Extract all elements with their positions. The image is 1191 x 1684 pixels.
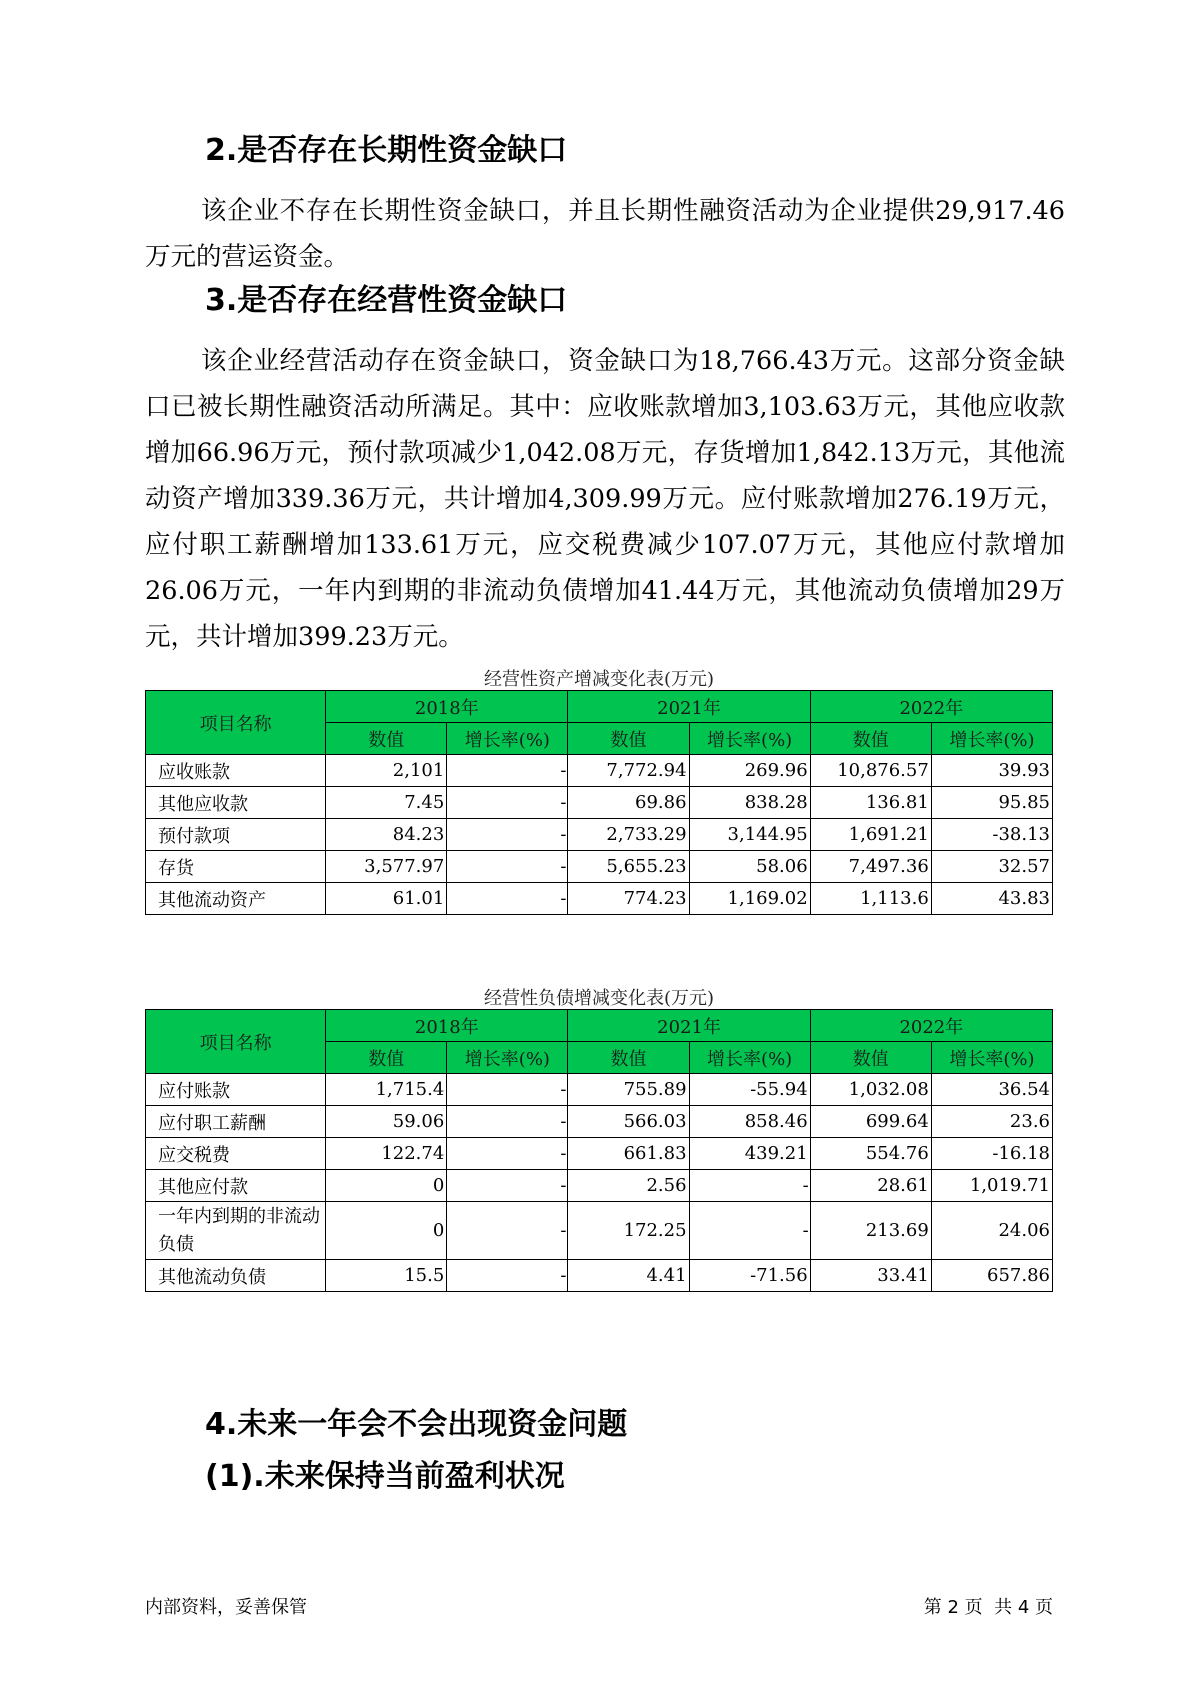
row-label: 其他流动负债 [146, 1260, 326, 1292]
table-cell: 61.01 [326, 883, 447, 915]
table-cell: 2,101 [326, 755, 447, 787]
table-cell: 84.23 [326, 819, 447, 851]
table-cell: 661.83 [568, 1138, 689, 1170]
table-cell: 36.54 [931, 1074, 1052, 1106]
table-cell: 4.41 [568, 1260, 689, 1292]
table-cell: 699.64 [810, 1106, 931, 1138]
column-header-item: 项目名称 [146, 1010, 326, 1074]
column-header-value: 数值 [326, 723, 447, 755]
table-cell: 32.57 [931, 851, 1052, 883]
table-cell: 269.96 [689, 755, 810, 787]
table-cell: - [447, 851, 568, 883]
column-header-growth: 增长率(%) [931, 1042, 1052, 1074]
table-cell: 7,772.94 [568, 755, 689, 787]
table-cell: - [689, 1170, 810, 1202]
table-cell: 0 [326, 1202, 447, 1260]
table-row [146, 1106, 1053, 1138]
section-4-heading: 4.未来一年会不会出现资金问题 [205, 1407, 628, 1442]
table-cell: 136.81 [810, 787, 931, 819]
table-cell: 213.69 [810, 1202, 931, 1260]
table-cell: 58.06 [689, 851, 810, 883]
column-header-year: 2021年 [568, 1010, 810, 1042]
column-header-growth: 增长率(%) [689, 723, 810, 755]
row-label: 存货 [146, 851, 326, 883]
table-cell: 69.86 [568, 787, 689, 819]
table-cell: - [689, 1202, 810, 1260]
table-cell: -55.94 [689, 1074, 810, 1106]
liability-table-title: 经营性负债增减变化表(万元) [483, 988, 715, 1009]
table-cell: 858.46 [689, 1106, 810, 1138]
table-row [146, 1170, 1053, 1202]
row-label: 其他应付款 [146, 1170, 326, 1202]
table-cell: 39.93 [931, 755, 1052, 787]
table-cell: - [447, 1138, 568, 1170]
liability-table [145, 1009, 1053, 1292]
column-header-value: 数值 [568, 723, 689, 755]
column-header-year: 2022年 [810, 1010, 1052, 1042]
table-cell: 439.21 [689, 1138, 810, 1170]
column-header-year: 2021年 [568, 691, 810, 723]
section-3-heading: 3.是否存在经营性资金缺口 [205, 283, 568, 318]
column-header-value: 数值 [568, 1042, 689, 1074]
table-cell: -16.18 [931, 1138, 1052, 1170]
row-label: 应付账款 [146, 1074, 326, 1106]
row-label: 应付职工薪酬 [146, 1106, 326, 1138]
column-header-year: 2018年 [326, 691, 568, 723]
section-3-body: 该企业经营活动存在资金缺口，资金缺口为18,766.43万元。这部分资金缺口已被长期性融资活动所满足。其中：应收账款增加3,103.63万元，其他应收款增加66.96万元，预付款项减少1,042.08万元，存货增加1,842.13万元，其他流动资产增加339.36万元，共计增加4,309.99万元。应付账款增加276.19万元，应付职工薪酬增加133.61万元，应交税费减少107.07万元，其他应付款增加26.06万元，一年内到期的非流动负债增加41.44万元，其他流动负债增加29万元，共计增加399.23万元。 [145, 346, 1065, 652]
table-cell: 755.89 [568, 1074, 689, 1106]
table-cell: 0 [326, 1170, 447, 1202]
table-cell: -38.13 [931, 819, 1052, 851]
table-row [146, 819, 1053, 851]
table-cell: 122.74 [326, 1138, 447, 1170]
footer-confidential-note: 内部资料，妥善保管 [145, 1597, 307, 1618]
table-row [146, 1202, 1053, 1260]
table-row [146, 1138, 1053, 1170]
table-row [146, 1074, 1053, 1106]
column-header-growth: 增长率(%) [447, 1042, 568, 1074]
table-cell: 774.23 [568, 883, 689, 915]
section-4-subheading: (1).未来保持当前盈利状况 [205, 1459, 565, 1494]
table-cell: - [447, 883, 568, 915]
table-cell: 1,032.08 [810, 1074, 931, 1106]
table-cell: 23.6 [931, 1106, 1052, 1138]
table-cell: - [447, 1106, 568, 1138]
row-label: 一年内到期的非流动负债 [146, 1202, 326, 1260]
table-row [146, 883, 1053, 915]
table-cell: 1,169.02 [689, 883, 810, 915]
column-header-item: 项目名称 [146, 691, 326, 755]
table-cell: 33.41 [810, 1260, 931, 1292]
table-cell: - [447, 1170, 568, 1202]
column-header-growth: 增长率(%) [931, 723, 1052, 755]
table-cell: 1,691.21 [810, 819, 931, 851]
table-cell: 59.06 [326, 1106, 447, 1138]
column-header-year: 2022年 [810, 691, 1052, 723]
table-cell: 5,655.23 [568, 851, 689, 883]
row-label: 其他流动资产 [146, 883, 326, 915]
table-cell: 2,733.29 [568, 819, 689, 851]
column-header-value: 数值 [810, 723, 931, 755]
table-cell: - [447, 1260, 568, 1292]
table-row [146, 755, 1053, 787]
row-label: 预付款项 [146, 819, 326, 851]
table-cell: 657.86 [931, 1260, 1052, 1292]
table-cell: - [447, 819, 568, 851]
table-cell: 3,144.95 [689, 819, 810, 851]
asset-table-title: 经营性资产增减变化表(万元) [483, 669, 715, 690]
table-cell: 24.06 [931, 1202, 1052, 1260]
table-cell: -71.56 [689, 1260, 810, 1292]
table-cell: 7.45 [326, 787, 447, 819]
table-cell: - [447, 787, 568, 819]
column-header-value: 数值 [326, 1042, 447, 1074]
table-row [146, 1260, 1053, 1292]
footer-page-number: 第 2 页 共 4 页 [923, 1597, 1053, 1618]
table-cell: 2.56 [568, 1170, 689, 1202]
table-cell: - [447, 1074, 568, 1106]
table-cell: 3,577.97 [326, 851, 447, 883]
column-header-value: 数值 [810, 1042, 931, 1074]
table-cell: - [447, 1202, 568, 1260]
section-2-heading: 2.是否存在长期性资金缺口 [205, 133, 568, 168]
section-2-body: 该企业不存在长期性资金缺口，并且长期性融资活动为企业提供29,917.46万元的营运资金。 [145, 196, 1065, 272]
table-cell: 566.03 [568, 1106, 689, 1138]
column-header-growth: 增长率(%) [447, 723, 568, 755]
column-header-year: 2018年 [326, 1010, 568, 1042]
table-cell: 1,019.71 [931, 1170, 1052, 1202]
table-row [146, 787, 1053, 819]
table-cell: 1,113.6 [810, 883, 931, 915]
table-cell: 95.85 [931, 787, 1052, 819]
table-cell: 1,715.4 [326, 1074, 447, 1106]
table-cell: 838.28 [689, 787, 810, 819]
asset-table [145, 690, 1053, 915]
row-label: 应收账款 [146, 755, 326, 787]
column-header-growth: 增长率(%) [689, 1042, 810, 1074]
table-cell: 15.5 [326, 1260, 447, 1292]
table-cell: 554.76 [810, 1138, 931, 1170]
table-cell: 43.83 [931, 883, 1052, 915]
table-cell: 172.25 [568, 1202, 689, 1260]
table-cell: 7,497.36 [810, 851, 931, 883]
table-cell: 28.61 [810, 1170, 931, 1202]
row-label: 其他应收款 [146, 787, 326, 819]
table-cell: - [447, 755, 568, 787]
row-label: 应交税费 [146, 1138, 326, 1170]
table-cell: 10,876.57 [810, 755, 931, 787]
table-row [146, 851, 1053, 883]
